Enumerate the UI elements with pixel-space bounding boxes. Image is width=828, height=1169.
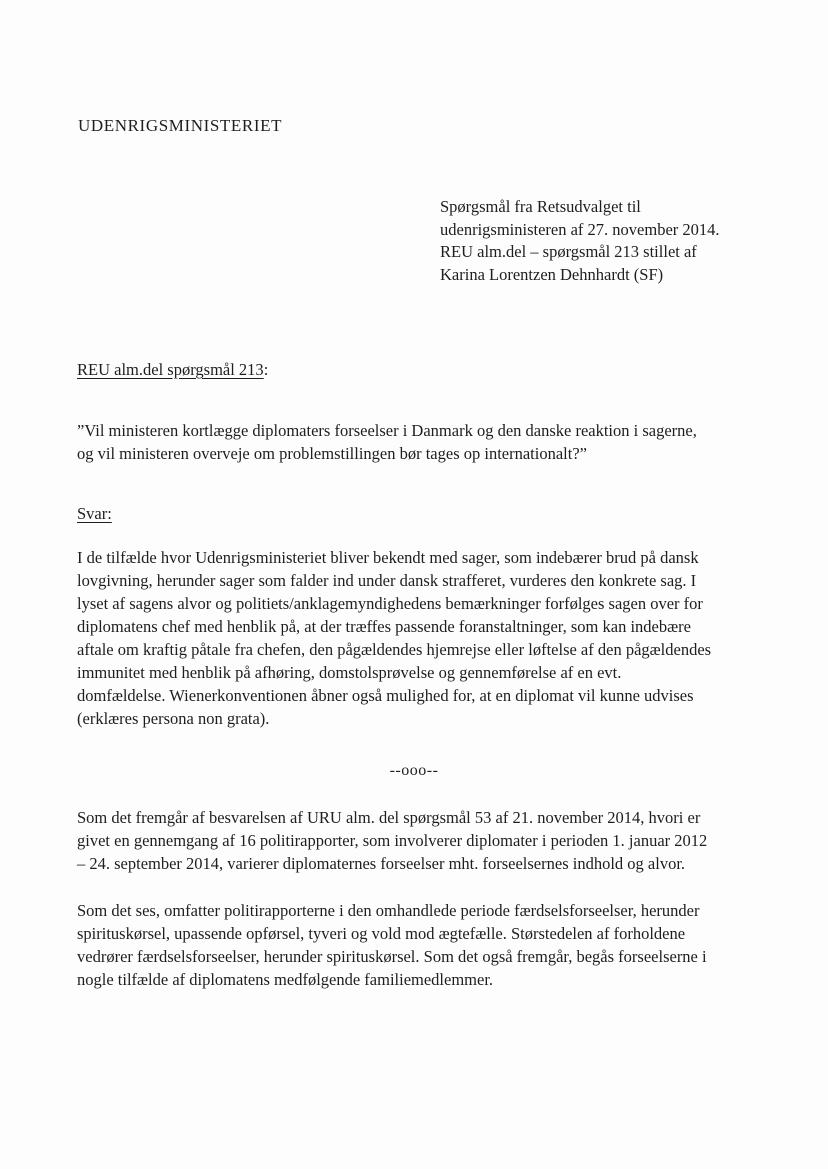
question-heading-text: REU alm.del spørgsmål 213 [77,360,264,379]
question-heading-colon: : [263,360,269,379]
paragraph-line: spirituskørsel, upassende opførsel, tyveri og vold mod ægtefælle. Størstedelen af forholdene [77,924,686,943]
paragraph-line: immunitet med henblik på afhøring, domstolsprøvelse og gennemførelse af en evt. [77,663,622,682]
answer-label: Svar: [77,504,112,523]
paragraph-line: Som det fremgår af besvarelsen af URU alm. del spørgsmål 53 af 21. november 2014, hvori er [77,808,701,827]
paragraph-line: diplomatens chef med henblik på, at der træffes passende foranstaltninger, som kan indebære [77,617,691,636]
paragraph-line: lovgivning, herunder sager som falder ind under dansk strafferet, vurderes den konkrete sag. I [77,571,697,590]
paragraph-line: lyset af sagens alvor og politiets/anklagemyndighedens bemærkninger forfølges sagen over for [77,594,703,613]
answer-paragraph-3 [77,899,749,991]
reference-line: Spørgsmål fra Retsudvalget til [440,197,641,216]
paragraph-line: (erklæres persona non grata). [77,709,270,728]
reference-line: REU alm.del – spørgsmål 213 stillet af [440,242,697,261]
reference-line: udenrigsministeren af 27. november 2014. [440,219,720,239]
paragraph-line: givet en gennemgang af 16 politirapporter, som involverer diplomater i perioden 1. januar 2012 [77,831,708,850]
ministry-name: UDENRIGSMINISTERIET [78,116,283,135]
paragraph-line: Som det ses, omfatter politirapporterne i den omhandlede periode færdselsforseelser, herunder [77,901,700,920]
question-text [77,419,757,465]
question-line: og vil ministeren overveje om problemstillingen bør tages op internationalt?” [77,444,587,463]
answer-paragraph-1 [77,546,749,730]
paragraph-line: I de tilfælde hvor Udenrigsministeriet bliver bekendt med sager, som indebærer brud på dansk [77,548,699,567]
paragraph-line: – 24. september 2014, varierer diplomaternes forseelser mht. forseelsernes indhold og alvor. [77,854,686,873]
question-heading [77,359,268,381]
answer-paragraph-2 [77,806,749,875]
paragraph-line: domfældelse. Wienerkonventionen åbner også mulighed for, at en diplomat vil kunne udvises [77,686,694,705]
reference-line: Karina Lorentzen Dehnhardt (SF) [440,264,664,284]
paragraph-line: aftale om kraftig påtale fra chefen, den pågældendes hjemrejse eller løftelse af den pågældendes [77,640,712,659]
reference-block [440,196,780,286]
section-separator: --ooo-- [389,762,439,779]
paragraph-line: vedrører færdselsforseelser, herunder spirituskørsel. Som det også fremgår, begås forseelserne i [77,947,707,966]
question-line: ”Vil ministeren kortlægge diplomaters forseelser i Danmark og den danske reaktion i sagerne, [77,421,697,440]
paragraph-line: nogle tilfælde af diplomatens medfølgende familiemedlemmer. [77,970,494,989]
